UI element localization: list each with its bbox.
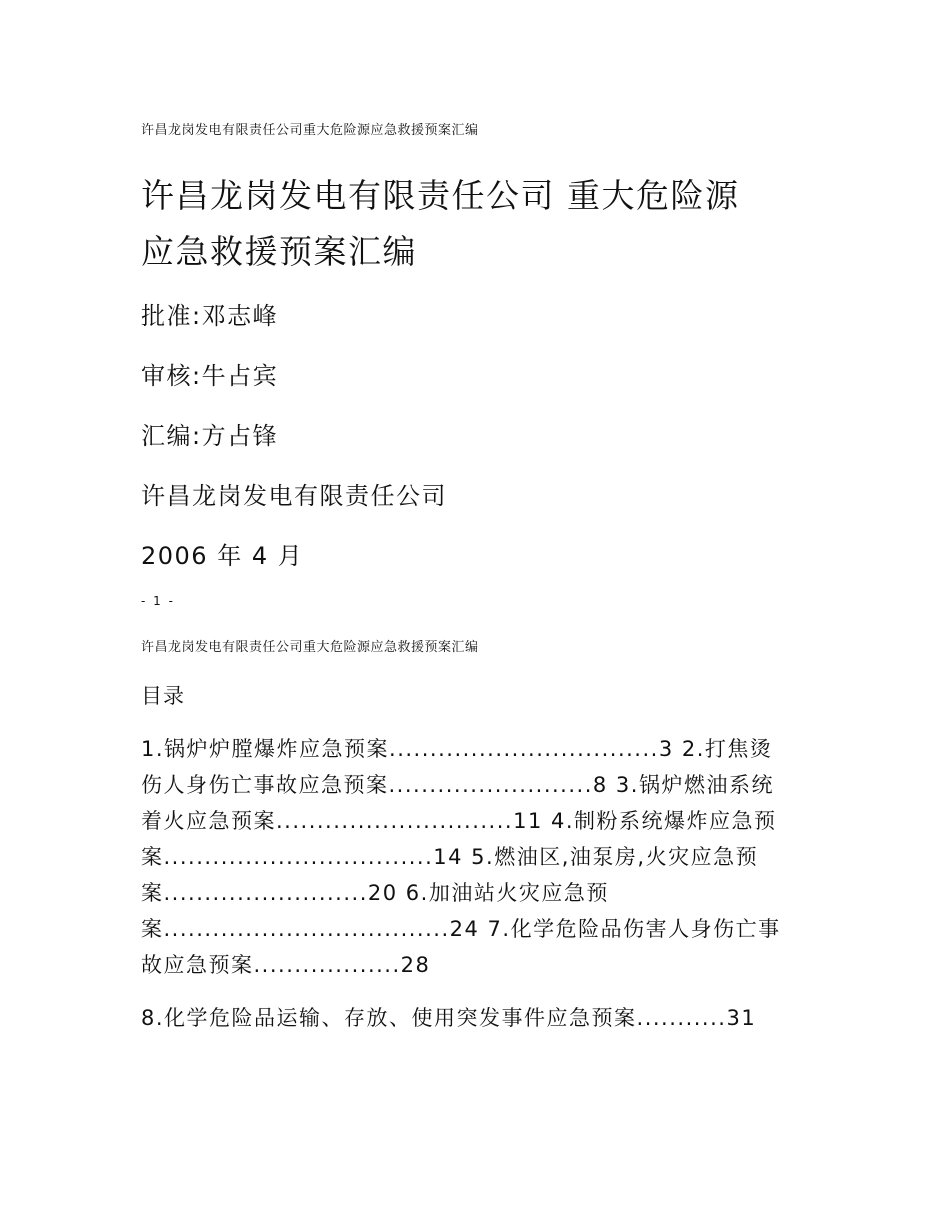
reviewed-by: 审核:牛占宾 <box>141 362 279 390</box>
toc-entry-8[interactable]: 8.化学危险品运输、存放、使用突发事件应急预案...........31 <box>141 1006 757 1030</box>
page-number: - 1 - <box>141 594 175 608</box>
document-title <box>141 168 831 280</box>
toc-line[interactable]: 着火应急预案.............................11 4.制粉系统爆炸应急预 <box>141 809 777 833</box>
running-header-2: 许昌龙岗发电有限责任公司重大危险源应急救援预案汇编 <box>141 640 479 655</box>
compiled-by: 汇编:方占锋 <box>141 422 279 450</box>
toc-paragraph <box>141 731 809 983</box>
toc-line[interactable]: 1.锅炉炉膛爆炸应急预案.................................3 2.打焦烫 <box>141 737 773 761</box>
company-name: 许昌龙岗发电有限责任公司 <box>141 482 447 510</box>
publish-date: 2006 年 4 月 <box>141 542 304 570</box>
toc-line[interactable]: 伤人身伤亡事故应急预案.........................8 3.锅炉燃油系统 <box>141 773 774 797</box>
toc-line[interactable]: 案.................................14 5.燃油区,油泵房,火灾应急预 <box>141 845 759 869</box>
toc-line[interactable]: 故应急预案..................28 <box>141 953 431 977</box>
title-line-2: 应急救援预案汇编 <box>141 232 417 271</box>
toc-heading: 目录 <box>141 684 185 708</box>
approved-by: 批准:邓志峰 <box>141 302 279 330</box>
title-line-1: 许昌龙岗发电有限责任公司 重大危险源 <box>141 176 740 215</box>
running-header: 许昌龙岗发电有限责任公司重大危险源应急救援预案汇编 <box>141 123 479 138</box>
toc-line[interactable]: 案...................................24 7.化学危险品伤害人身伤亡事 <box>141 917 781 941</box>
toc-line[interactable]: 案.........................20 6.加油站火灾应急预 <box>141 881 609 905</box>
